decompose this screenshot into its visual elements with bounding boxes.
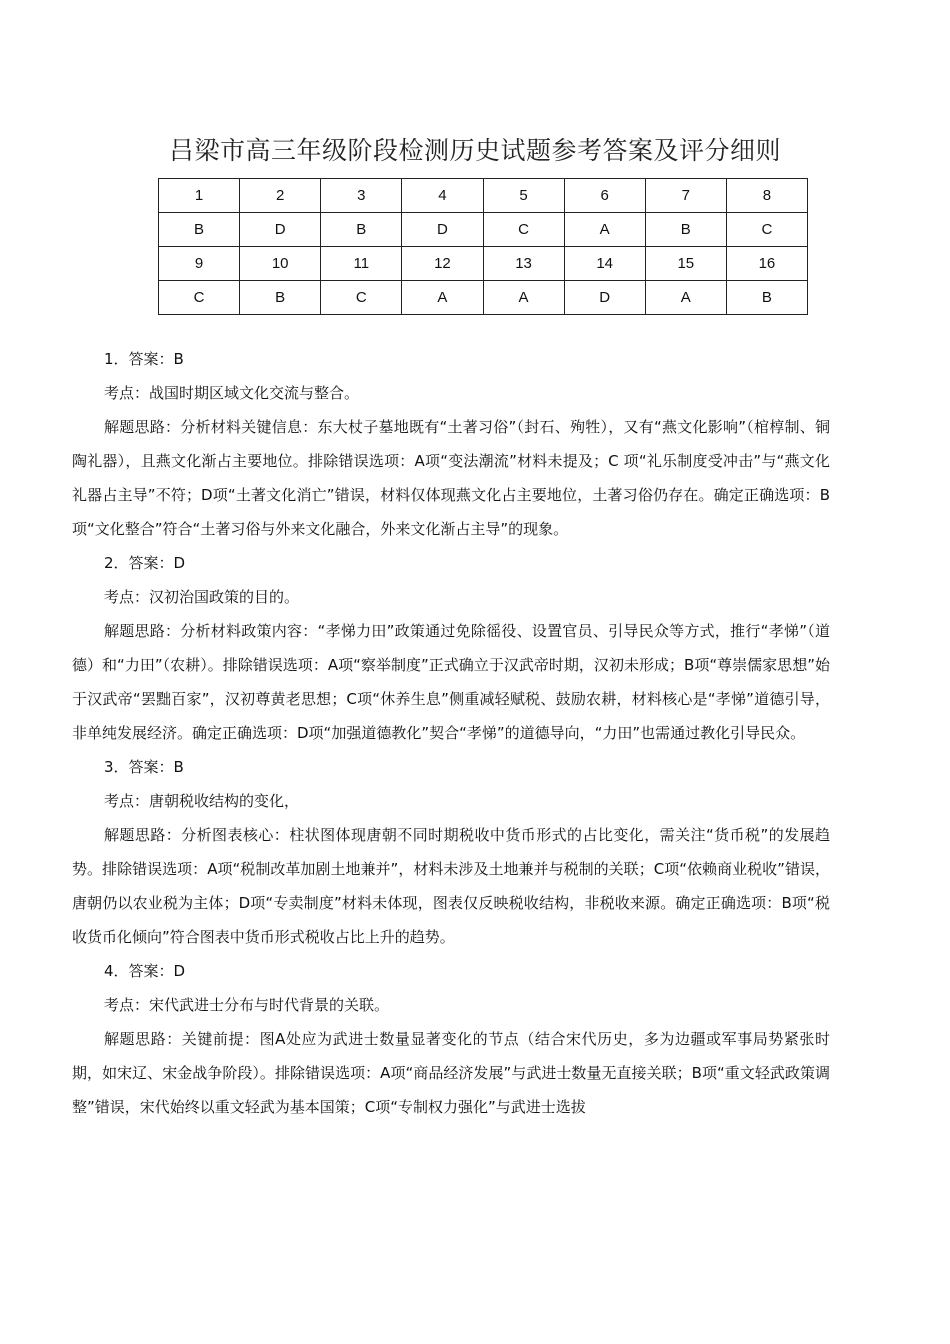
table-cell: C bbox=[483, 213, 564, 247]
answer-letter-row bbox=[159, 213, 808, 247]
q3-point: 考点：唐朝税收结构的变化， bbox=[104, 792, 300, 810]
table-cell: 9 bbox=[159, 247, 240, 281]
table-cell: B bbox=[726, 281, 807, 315]
table-cell: C bbox=[159, 281, 240, 315]
q1-answer: 1．答案：B bbox=[104, 350, 184, 368]
table-cell: 6 bbox=[564, 179, 645, 213]
table-cell: B bbox=[159, 213, 240, 247]
answer-table bbox=[158, 178, 808, 315]
table-cell: C bbox=[321, 281, 402, 315]
table-cell: B bbox=[240, 281, 321, 315]
table-cell: 4 bbox=[402, 179, 483, 213]
q3-analysis: 解题思路：分析图表核心：柱状图体现唐朝不同时期税收中货币形式的占比变化，需关注“货币税”的发展趋势。排除错误选项：A项“税制改革加剧土地兼并”，材料未涉及土地兼并与税制的关联；C项“依赖商业税收”错误，唐朝仍以农业税为主体；D项“专卖制度”材料未体现，图表仅反映税收结构，非税收来源。确定正确选项：B项“税收货币化倾向”符合图表中货币形式税收占比上升的趋势。 bbox=[72, 826, 830, 946]
table-cell: 7 bbox=[645, 179, 726, 213]
table-cell: 13 bbox=[483, 247, 564, 281]
table-cell: 1 bbox=[159, 179, 240, 213]
table-cell: B bbox=[645, 213, 726, 247]
q1-analysis: 解题思路：分析材料关键信息：东大杖子墓地既有“土著习俗”（封石、殉牲），又有“燕文化影响”（棺椁制、铜陶礼器），且燕文化渐占主要地位。排除错误选项：A项“变法潮流”材料未提及；C 项“礼乐制度受冲击”与“燕文化礼器占主导”不符；D项“土著文化消亡”错误，材料仅体现燕文化占主要地位，土著习俗仍存在。确定正确选项：B项“文化整合”符合“土著习俗与外来文化融合，外来文化渐占主导”的现象。 bbox=[72, 418, 830, 538]
table-cell: D bbox=[240, 213, 321, 247]
question-number-row bbox=[159, 247, 808, 281]
q1-point: 考点：战国时期区域文化交流与整合。 bbox=[104, 384, 360, 402]
q3-answer: 3．答案：B bbox=[104, 758, 184, 776]
table-cell: C bbox=[726, 213, 807, 247]
table-cell: 11 bbox=[321, 247, 402, 281]
question-number-row bbox=[159, 179, 808, 213]
answer-letter-row bbox=[159, 281, 808, 315]
table-cell: D bbox=[564, 281, 645, 315]
table-cell: 2 bbox=[240, 179, 321, 213]
answer-explanations bbox=[72, 342, 830, 1124]
table-cell: A bbox=[564, 213, 645, 247]
table-cell: 15 bbox=[645, 247, 726, 281]
q2-point: 考点：汉初治国政策的目的。 bbox=[104, 588, 300, 606]
table-cell: 8 bbox=[726, 179, 807, 213]
table-cell: A bbox=[402, 281, 483, 315]
q4-analysis: 解题思路：关键前提：图A处应为武进士数量显著变化的节点（结合宋代历史，多为边疆或军事局势紧张时期，如宋辽、宋金战争阶段）。排除错误选项：A项“商品经济发展”与武进士数量无直接关联；B项“重文轻武政策调整”错误，宋代始终以重文轻武为基本国策；C项“专制权力强化”与武进士选拔 bbox=[72, 1030, 830, 1116]
table-cell: B bbox=[321, 213, 402, 247]
table-cell: D bbox=[402, 213, 483, 247]
table-cell: A bbox=[645, 281, 726, 315]
table-cell: 10 bbox=[240, 247, 321, 281]
page-title: 吕梁市高三年级阶段检测历史试题参考答案及评分细则 bbox=[168, 136, 781, 165]
table-cell: 5 bbox=[483, 179, 564, 213]
table-cell: 12 bbox=[402, 247, 483, 281]
table-cell: A bbox=[483, 281, 564, 315]
q4-point: 考点：宋代武进士分布与时代背景的关联。 bbox=[104, 996, 390, 1014]
table-cell: 14 bbox=[564, 247, 645, 281]
table-cell: 16 bbox=[726, 247, 807, 281]
q4-answer: 4．答案：D bbox=[104, 962, 186, 980]
q2-analysis: 解题思路：分析材料政策内容：“孝悌力田”政策通过免除徭役、设置官员、引导民众等方式，推行“孝悌”（道德）和“力田”（农耕）。排除错误选项：A项“察举制度”正式确立于汉武帝时期，汉初未形成；B项“尊崇儒家思想”始于汉武帝“罢黜百家”，汉初尊黄老思想；C项“休养生息”侧重减轻赋税、鼓励农耕，材料核心是“孝悌”道德引导，非单纯发展经济。确定正确选项：D项“加强道德教化”契合“孝悌”的道德导向，“力田”也需通过教化引导民众。 bbox=[72, 622, 830, 742]
table-cell: 3 bbox=[321, 179, 402, 213]
q2-answer: 2．答案：D bbox=[104, 554, 186, 572]
